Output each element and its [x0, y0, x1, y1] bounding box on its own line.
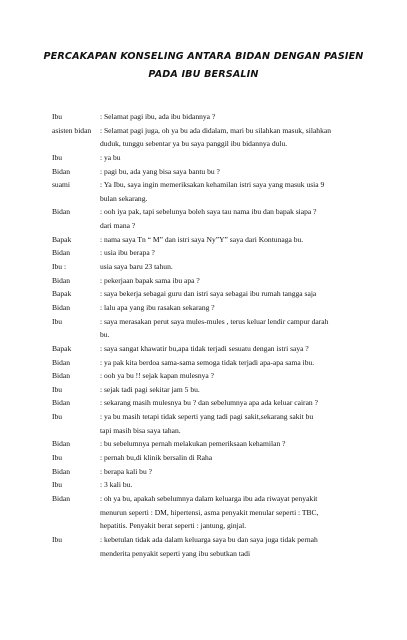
- dialogue-line: [52, 424, 372, 438]
- utterance-text: : Ya Ibu, saya ingin memeriksakan kehamilan istri saya yang masuk usia 9: [100, 180, 325, 190]
- dialogue-line: [52, 233, 372, 247]
- dialogue-line: [52, 151, 372, 165]
- utterance-text: dari mana ?: [100, 221, 136, 231]
- speaker-label: Bidan: [52, 275, 71, 285]
- utterance-text: : kebetulan tidak ada dalam keluarga saya bu dan saya juga tidak pernah: [100, 534, 318, 544]
- dialogue-line: [52, 165, 372, 179]
- utterance-text: menderita penyakit seperti yang ibu sebutkan tadi: [100, 548, 251, 558]
- speaker-label: Ibu: [52, 480, 63, 490]
- dialogue-line: [52, 192, 372, 206]
- speaker-label: Ibu: [52, 412, 63, 422]
- dialogue-line: [52, 301, 372, 315]
- dialogue-line: [52, 478, 372, 492]
- utterance-text: : Selamat pagi ibu, ada ibu bidannya ?: [100, 112, 216, 121]
- speaker-label: Bidan: [52, 466, 71, 476]
- utterance-text: : pekerjaan bapak sama ibu apa ?: [100, 275, 200, 285]
- utterance-text: : saya sangat khawatir bu,apa tidak terjadi sesuatu dengan istri saya ?: [100, 343, 309, 353]
- speaker-label: Bapak: [52, 343, 72, 353]
- utterance-text: : oh ya bu, apakah sebelumnya dalam keluarga ibu ada riwayat penyakit: [100, 493, 318, 503]
- utterance-text: : ya bu masih tetapi tidak seperti yang tadi pagi sakit,sekarang sakit bu: [100, 412, 314, 422]
- utterance-text: bulan sekarang.: [100, 193, 148, 203]
- speaker-label: Bapak: [52, 234, 72, 244]
- dialogue-line: [52, 519, 372, 533]
- speaker-label: Bidan: [52, 248, 71, 258]
- utterance-text: : pagi bu, ada yang bisa saya bantu bu ?: [100, 166, 220, 176]
- utterance-text: : saya bekerja sebagai guru dan istri saya sebagai ibu rumah tangga saja: [100, 289, 317, 299]
- dialogue-line: [52, 465, 372, 479]
- utterance-text: : berapa kali bu ?: [100, 466, 152, 476]
- speaker-label: Ibu: [52, 152, 63, 162]
- dialogue-line: [52, 437, 372, 451]
- utterance-text: : Selamat pagi juga, oh ya bu ada didalam, mari bu silahkan masuk, silahkan: [100, 125, 331, 135]
- utterance-text: : 3 kali bu.: [100, 480, 133, 490]
- speaker-label: Ibu :: [52, 262, 67, 272]
- dialogue-line: [52, 451, 372, 465]
- dialogue-line: [52, 178, 372, 192]
- dialogue-line: [52, 219, 372, 233]
- speaker-label: Bidan: [52, 439, 71, 449]
- speaker-label: Ibu: [52, 316, 63, 326]
- speaker-label: Ibu: [52, 384, 63, 394]
- dialogue-line: [52, 410, 372, 424]
- dialogue-line: [52, 396, 372, 410]
- dialogue-line: [52, 356, 372, 370]
- utterance-text: : pernah bu,di klinik bersalin di Raha: [100, 453, 213, 463]
- utterance-text: : ooh ya bu !! sejak kapan mulesnya ?: [100, 371, 215, 381]
- utterance-text: : nama saya Tn “ M” dan istri saya Ny”Y” saya dari Kontunaga bu.: [100, 234, 304, 244]
- utterance-text: : lalu apa yang ibu rasakan sekarang ?: [100, 302, 215, 312]
- utterance-text: duduk, tunggu sebentar ya bu saya panggil ibu bidannya dulu.: [100, 139, 288, 149]
- speaker-label: Bidan: [52, 207, 71, 217]
- speaker-label: Bidan: [52, 398, 71, 408]
- utterance-text: : usia ibu berapa ?: [100, 248, 155, 258]
- speaker-label: Bapak: [52, 289, 72, 299]
- speaker-label: Bidan: [52, 166, 71, 176]
- speaker-label: suami: [52, 180, 71, 190]
- utterance-text: : bu sebelumnya pernah melakukan pemeriksaan kehamilan ?: [100, 439, 286, 449]
- utterance-text: : saya merasakan perut saya mules-mules , terus keluar lendir campur darah: [100, 316, 329, 326]
- utterance-text: : sekarang masih mulesnya bu ? dan sebelumnya apa ada keluar cairan ?: [100, 398, 318, 408]
- dialogue-line: [52, 547, 372, 561]
- dialogue-transcript: [52, 110, 372, 560]
- speaker-label: Ibu: [52, 534, 63, 544]
- speaker-label: Bidan: [52, 371, 71, 381]
- dialogue-line: [52, 533, 372, 547]
- dialogue-line: [52, 205, 372, 219]
- speaker-label: Ibu: [52, 453, 63, 463]
- dialogue-line: [52, 287, 372, 301]
- dialogue-line: [52, 315, 372, 329]
- document-title-line-2: PADA IBU BERSALIN: [148, 69, 259, 80]
- utterance-text: tapi masih bisa saya tahan.: [100, 425, 181, 435]
- dialogue-line: [52, 383, 372, 397]
- dialogue-line: [52, 328, 372, 342]
- speaker-label: Bidan: [52, 357, 71, 367]
- dialogue-line: [52, 369, 372, 383]
- dialogue-line: [52, 124, 372, 138]
- utterance-text: : sejak tadi pagi sekitar jam 5 bu.: [100, 384, 200, 394]
- dialogue-line: [52, 110, 372, 124]
- speaker-label: asisten bidan: [52, 125, 92, 135]
- dialogue-line: [52, 137, 372, 151]
- utterance-text: : ooh iya pak, tapi sebelunya boleh saya tau nama ibu dan bapak siapa ?: [100, 207, 317, 217]
- utterance-text: usia saya baru 23 tahun.: [100, 262, 173, 272]
- utterance-text: bu.: [100, 330, 110, 340]
- dialogue-line: [52, 246, 372, 260]
- utterance-text: hepatitis. Penyakit berat seperti : jantung, ginjal.: [100, 521, 247, 531]
- dialogue-line: [52, 492, 372, 506]
- speaker-label: Bidan: [52, 493, 71, 503]
- dialogue-line: [52, 260, 372, 274]
- dialogue-line: [52, 506, 372, 520]
- utterance-text: menurun seperti : DM, hipertensi, asma penyakit menular seperti : TBC,: [100, 507, 319, 517]
- utterance-text: : ya bu: [100, 152, 121, 162]
- dialogue-line: [52, 274, 372, 288]
- dialogue-line: [52, 342, 372, 356]
- speaker-label: Ibu: [52, 112, 63, 121]
- utterance-text: : ya pak kita berdoa sama-sama semoga tidak terjadi apa-apa sama ibu.: [100, 357, 315, 367]
- document-title-line-1: PERCAKAPAN KONSELING ANTARA BIDAN DENGAN PASIEN: [43, 51, 364, 62]
- speaker-label: Bidan: [52, 302, 71, 312]
